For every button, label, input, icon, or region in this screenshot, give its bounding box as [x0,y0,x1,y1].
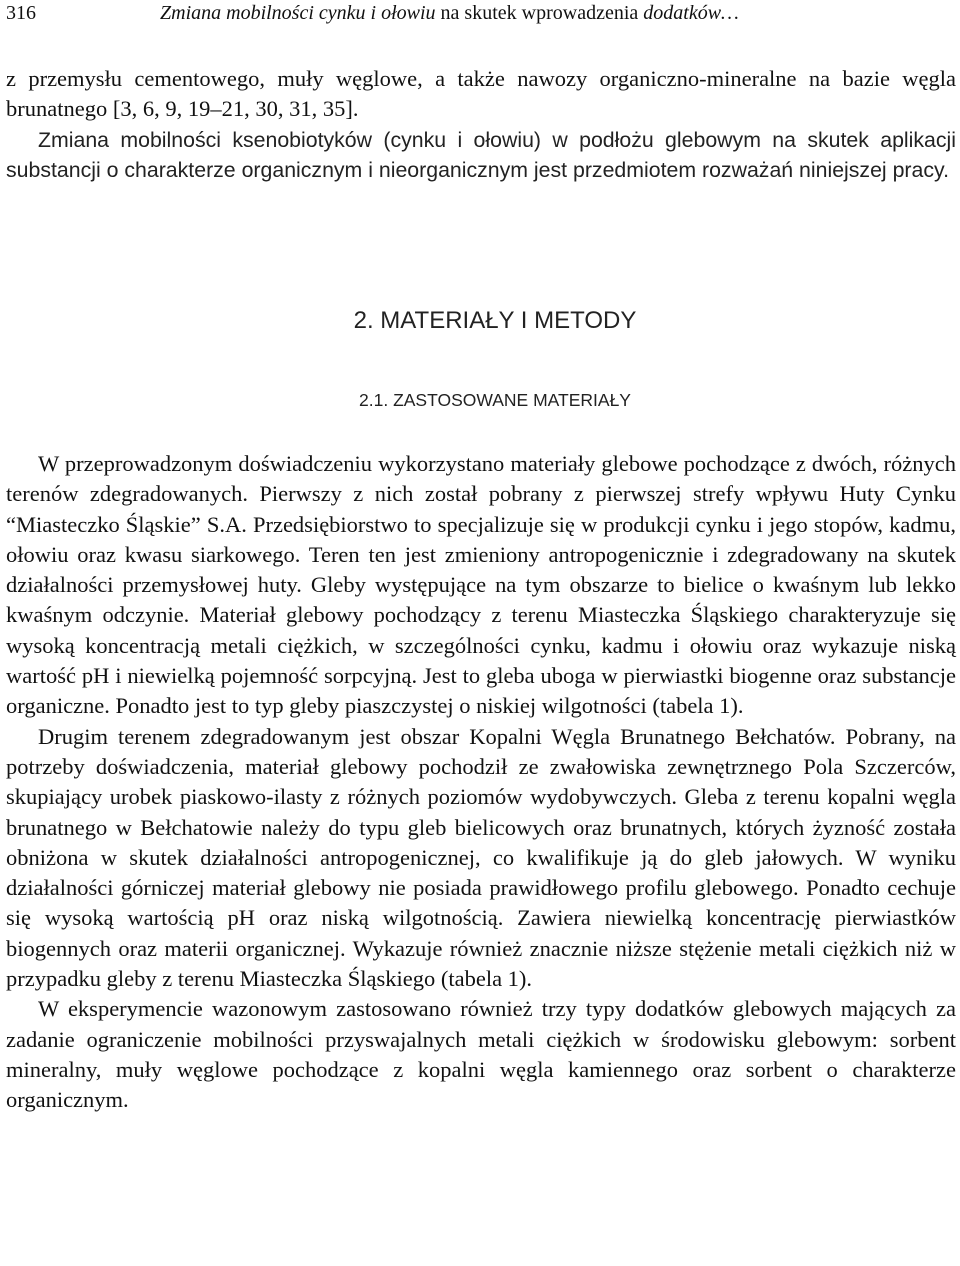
paragraph-belchatow: Drugim terenem zdegradowanym jest obszar Kopalni Węgla Brunatnego Bełchatów. Pobrany, na potrzeby doświadczenia, materiał glebowy pochodził ze zwałowiska zewnętrznego Pola Szczerców, skupiający urobek piaskowo-ilasty z różnych poziomów wydobywczych. Gleba z terenu kopalni węgla brunatnego w Bełchatowie należy do typu gleb bielicowych oraz brunatnych, których żyzność została obniżona w skutek działalności antropogenicznej, co kwalifikuje ją do gleb jałowych. W wyniku działalności górniczej materiał glebowy nie posiada prawidłowego profilu glebowego. Ponadto cechuje się wysoką wartością pH oraz niską wilgotnością. Zawiera niewielką koncentrację pierwiastków biogennych oraz materii organicznej. Wykazuje również znacznie niższe stężenie metali ciężkich niż w przypadku gleby z terenu Miasteczka Śląskiego (tabela 1). [6,723,956,992]
subsection-heading: 2.1. ZASTOSOWANE MATERIAŁY [359,390,631,410]
running-title-italic-1: Zmiana mobilności cynku i ołowiu [160,2,436,24]
running-title-italic-2: dodatków… [643,2,739,24]
paragraph-experiment: W eksperymencie wazonowym zastosowano również trzy typy dodatków glebowych mających za zadanie ograniczenie mobilności przyswajalnych metali ciężkich w środowisku glebowym: sorbent mineralny, muły węglowe pochodzące z kopalni węgla kamiennego oraz sorbent o charakterze organicznym. [6,996,956,1113]
intro-block [6,64,956,185]
page-number: 316 [6,2,36,24]
intro-paragraph-2: Zmiana mobilności ksenobiotyków (cynku i ołowiu) w podłożu glebowym na skutek aplikacji substancji o charakterze organicznym i nieorganicznym jest przedmiotem rozważań niniejszej pracy. [6,127,956,183]
running-title [160,0,739,26]
paragraph-miasteczko: W przeprowadzonym doświadczeniu wykorzystano materiały glebowe pochodzące z dwóch, różnych terenów zdegradowanych. Pierwszy z nich został pobrany z pierwszej strefy wpływu Huty Cynku “Miasteczko Śląskie” S.A. Przedsiębiorstwo to specjalizuje się w produkcji cynku i jego stopów, kadmu, ołowiu oraz kwasu siarkowego. Teren ten jest zmieniony antropogenicznie i zdegradowany na skutek działalności przemysłowej huty. Gleby występujące na tym obszarze to bielice o kwaśnym lub lekko kwaśnym odczynie. Materiał glebowy pochodzący z terenu Miasteczka Śląskiego charakteryzuje się wysoką koncentracją metali ciężkich, w szczególności cynku, kadmu i ołowiu oraz wykazuje niską wartość pH i niewielką pojemność sorpcyjną. Jest to gleba uboga w pierwiastki biogenne oraz substancje organiczne. Ponadto jest to typ gleby piaszczystej o niskiej wilgotności (tabela 1). [6,451,956,719]
section-heading: 2. MATERIAŁY I METODY [353,307,637,334]
main-text [6,449,956,1116]
running-title-plain: na skutek wprowadzenia [435,2,644,24]
intro-paragraph-1: z przemysłu cementowego, muły węglowe, a także nawozy organiczno-mineralne na bazie węgla brunatnego [3, 6, 9, 19–21, 30, 31, 35]. [6,66,956,122]
running-header [6,0,956,26]
